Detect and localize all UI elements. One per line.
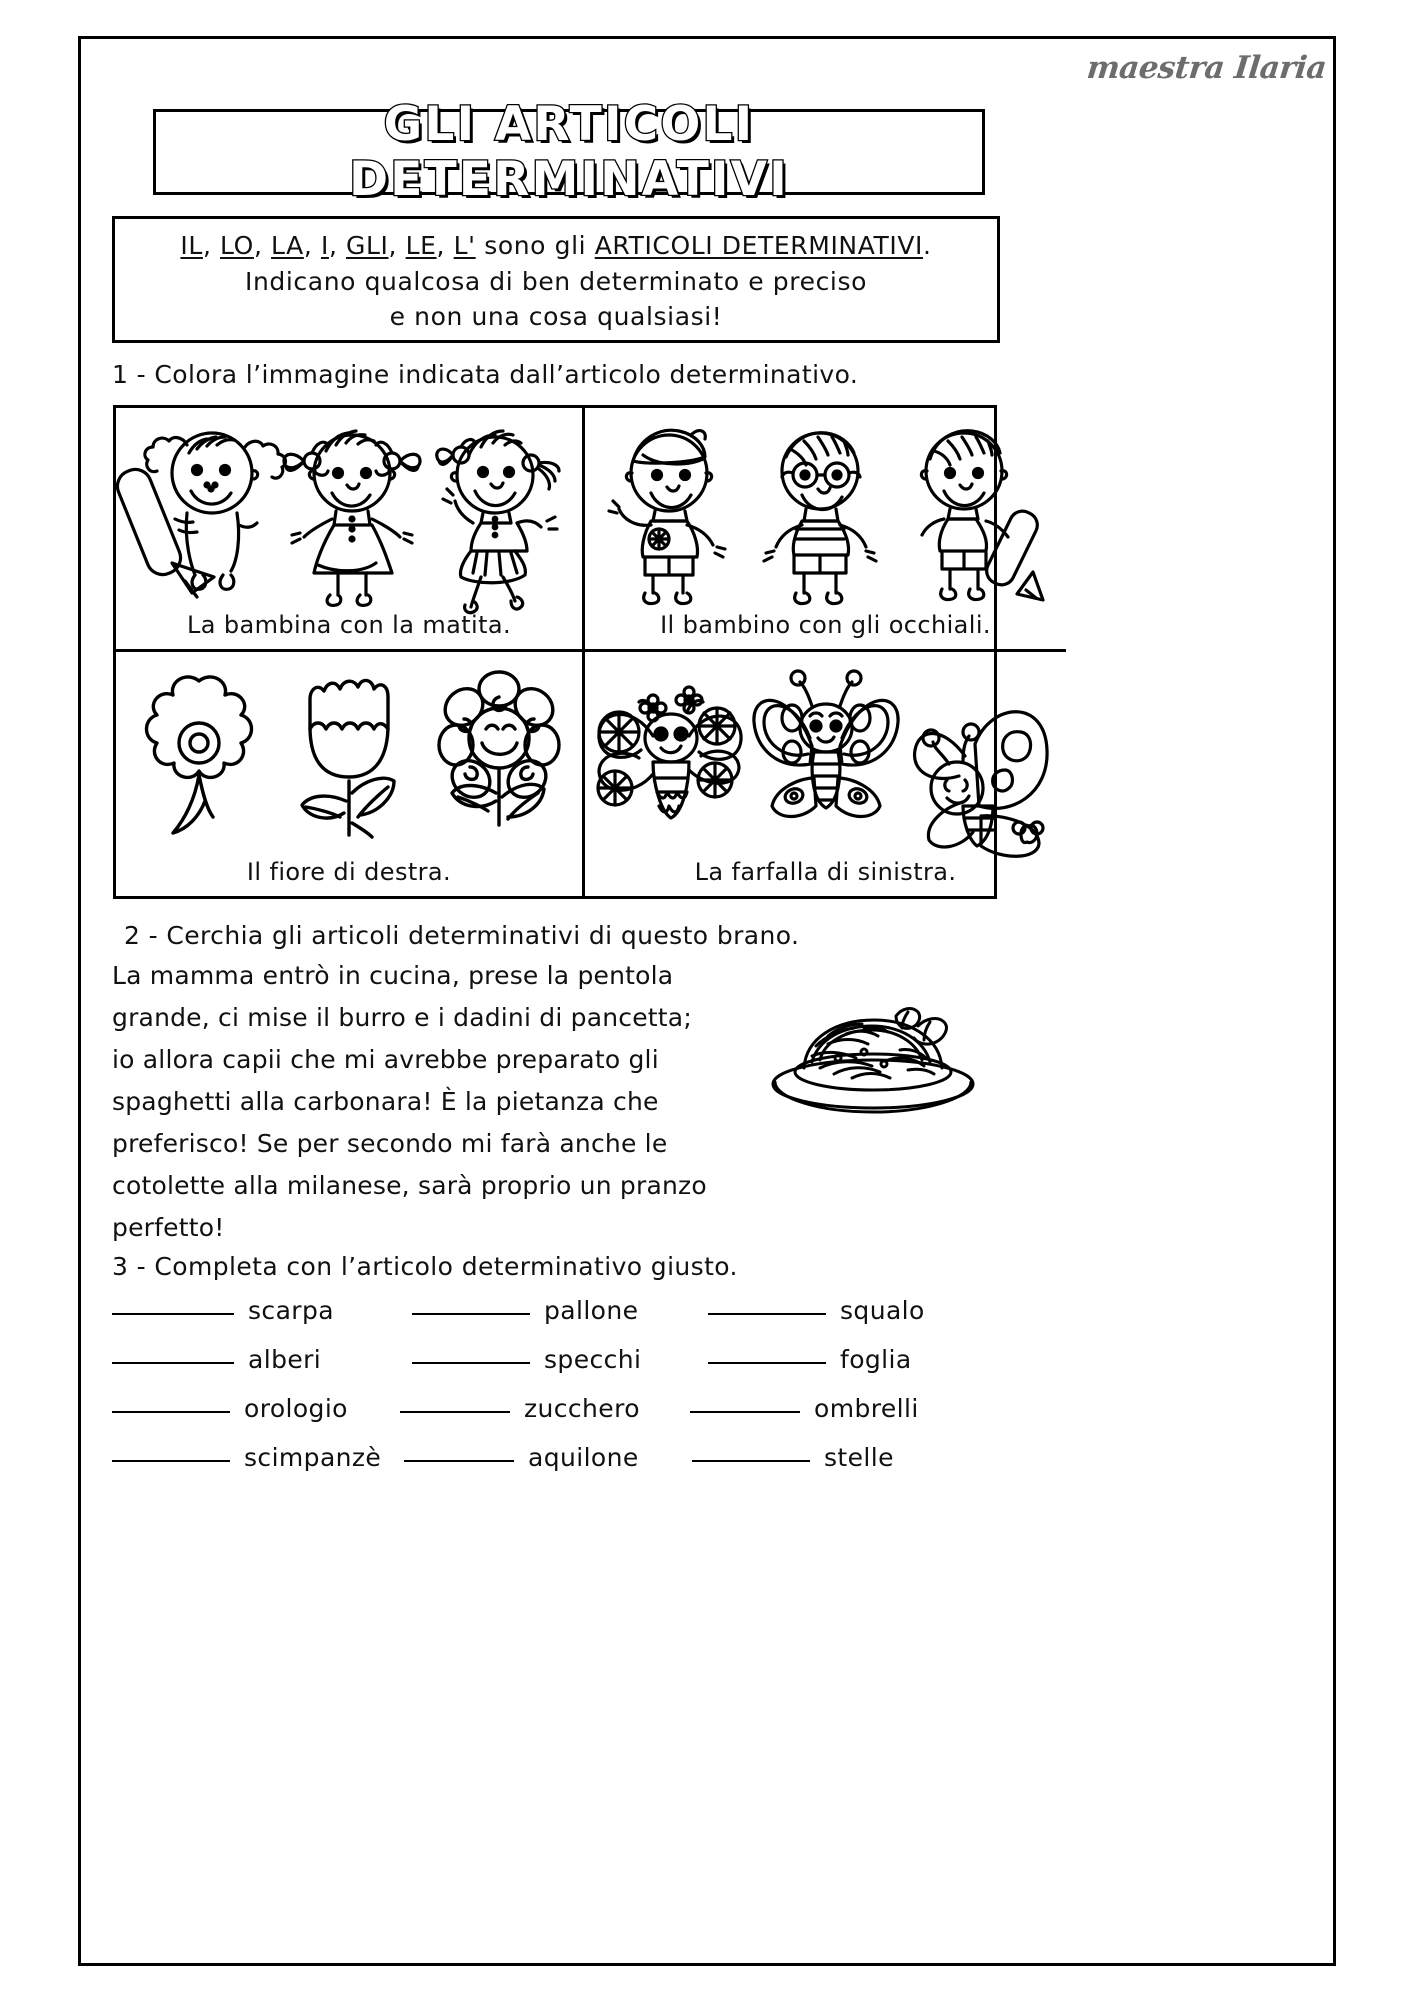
grid-caption-4: La farfalla di sinistra. xyxy=(694,858,957,886)
exercise-3-prompt: 3 - Completa con l’articolo determinativo giusto. xyxy=(112,1252,738,1281)
article-gli: GLI xyxy=(346,231,389,261)
passage-line: La mamma entrò in cucina, prese la pentola xyxy=(112,961,674,990)
word-label: alberi xyxy=(248,1345,322,1374)
grid-caption-3: Il fiore di destra. xyxy=(246,858,452,886)
article-il: IL xyxy=(180,231,203,261)
passage-line: io allora capii che mi avrebbe preparato gli xyxy=(112,1045,659,1074)
word-blank-item[interactable] xyxy=(690,1394,919,1423)
word-row xyxy=(112,1394,1017,1423)
article-lo: LO xyxy=(220,231,254,261)
exercise-1-prompt: 1 - Colora l’immagine indicata dall’articolo determinativo. xyxy=(112,360,859,389)
word-label: scarpa xyxy=(248,1296,334,1325)
passage-line: perfetto! xyxy=(112,1213,225,1242)
answer-blank[interactable] xyxy=(708,1362,826,1364)
word-label: squalo xyxy=(840,1296,925,1325)
answer-blank[interactable] xyxy=(708,1313,826,1315)
word-blank-item[interactable] xyxy=(400,1394,690,1423)
word-label: specchi xyxy=(544,1345,642,1374)
exercise-1-picture-grid xyxy=(113,405,997,899)
grid-cell-boys[interactable] xyxy=(585,408,1066,652)
word-label: pallone xyxy=(544,1296,639,1325)
rule-period: . xyxy=(923,231,932,261)
answer-blank[interactable] xyxy=(112,1460,230,1462)
rule-line-3: e non una cosa qualsiasi! xyxy=(389,302,723,332)
exercise-2-passage[interactable] xyxy=(112,955,792,1249)
word-blank-item[interactable] xyxy=(404,1443,692,1472)
grid-caption-2: Il bambino con gli occhiali. xyxy=(660,611,991,639)
article-le: LE xyxy=(405,231,437,261)
brand-signature: maestra Ilaria xyxy=(1084,50,1328,86)
grid-caption-1: La bambina con la matita. xyxy=(186,611,512,639)
rule-emphasis: ARTICOLI DETERMINATIVI xyxy=(594,231,924,261)
answer-blank[interactable] xyxy=(690,1411,800,1413)
answer-blank[interactable] xyxy=(112,1411,230,1413)
word-label: foglia xyxy=(840,1345,912,1374)
grid-cell-girls[interactable] xyxy=(116,408,585,652)
article-la: LA xyxy=(271,231,304,261)
word-blank-item[interactable] xyxy=(112,1345,412,1374)
answer-blank[interactable] xyxy=(692,1460,810,1462)
answer-blank[interactable] xyxy=(112,1362,234,1364)
title-box xyxy=(153,97,985,207)
rule-connector: sono gli xyxy=(475,231,595,261)
word-row xyxy=(112,1443,1017,1472)
passage-line: grande, ci mise il burro e i dadini di pancetta; xyxy=(112,1003,692,1032)
three-butterflies-illustration xyxy=(585,652,1066,858)
grid-cell-butterflies[interactable] xyxy=(585,652,1066,896)
grid-cell-flowers[interactable] xyxy=(116,652,585,896)
passage-line: spaghetti alla carbonara! È la pietanza che xyxy=(112,1087,659,1116)
word-label: stelle xyxy=(824,1443,894,1472)
word-label: orologio xyxy=(244,1394,348,1423)
word-blank-item[interactable] xyxy=(412,1296,708,1325)
passage-line: preferisco! Se per secondo mi farà anche le xyxy=(112,1129,668,1158)
spaghetti-plate-icon xyxy=(768,990,978,1125)
three-flowers-illustration xyxy=(116,652,582,858)
answer-blank[interactable] xyxy=(412,1362,530,1364)
rule-line-2: Indicano qualcosa di ben determinato e preciso xyxy=(245,266,867,296)
passage-line: cotolette alla milanese, sarà proprio un pranzo xyxy=(112,1171,707,1200)
exercise-2-prompt: 2 - Cerchia gli articoli determinativi di questo brano. xyxy=(124,921,800,950)
word-row xyxy=(112,1296,1017,1325)
word-blank-item[interactable] xyxy=(412,1345,708,1374)
word-blank-item[interactable] xyxy=(708,1345,912,1374)
word-label: scimpanzè xyxy=(244,1443,382,1472)
word-blank-item[interactable] xyxy=(112,1296,412,1325)
word-row xyxy=(112,1345,1017,1374)
answer-blank[interactable] xyxy=(400,1411,510,1413)
answer-blank[interactable] xyxy=(112,1313,234,1315)
word-label: aquilone xyxy=(528,1443,639,1472)
word-blank-item[interactable] xyxy=(112,1443,404,1472)
word-blank-item[interactable] xyxy=(708,1296,925,1325)
word-label: zucchero xyxy=(524,1394,640,1423)
boys-with-glasses-illustration xyxy=(585,408,1066,611)
word-blank-item[interactable] xyxy=(112,1394,400,1423)
rule-definition-box xyxy=(112,216,1000,343)
answer-blank[interactable] xyxy=(412,1313,530,1315)
exercise-3-word-grid xyxy=(112,1296,1017,1492)
answer-blank[interactable] xyxy=(404,1460,514,1462)
word-label: ombrelli xyxy=(814,1394,919,1423)
word-blank-item[interactable] xyxy=(692,1443,894,1472)
article-lapostrophe: L' xyxy=(453,231,476,261)
page-title: GLI ARTICOLI DETERMINATIVI xyxy=(349,97,789,207)
girls-with-pencil-illustration xyxy=(116,408,582,611)
rule-line-articles: IL, LO, LA, I, GLI, LE, L' sono gli ARTICOLI DETERMINATIVI. xyxy=(180,231,932,261)
article-i: I xyxy=(320,231,329,261)
